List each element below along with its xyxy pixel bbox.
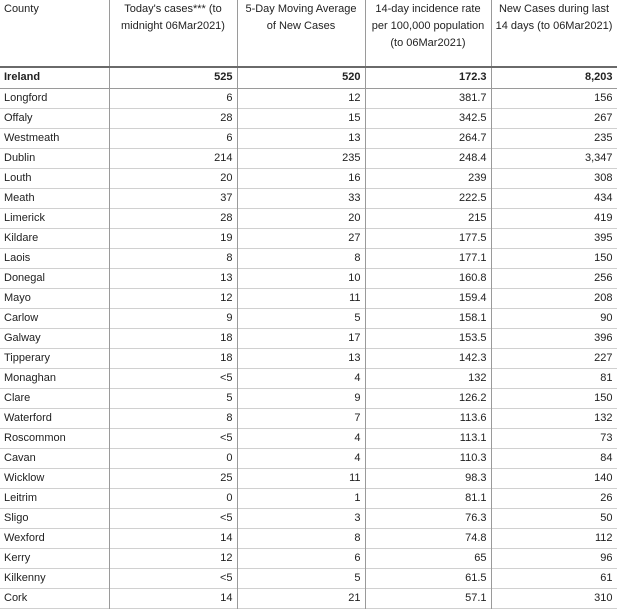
cell-new-cases-14-days: 96 [491,548,617,568]
cell-county: Ireland [0,67,109,88]
header-county: County [0,0,109,67]
table-row [0,548,617,568]
cell-new-cases-14-days: 112 [491,528,617,548]
cell-incidence-rate: 74.8 [365,528,491,548]
cell-moving-average: 4 [237,428,365,448]
cell-moving-average: 4 [237,368,365,388]
cell-county: Carlow [0,308,109,328]
cell-county: Wexford [0,528,109,548]
table-row [0,208,617,228]
cell-county: Meath [0,188,109,208]
cell-new-cases-14-days: 140 [491,468,617,488]
cell-moving-average: 520 [237,67,365,88]
cell-county: Cork [0,588,109,608]
cell-new-cases-14-days: 256 [491,268,617,288]
table-row-total [0,67,617,88]
cell-new-cases-14-days: 308 [491,168,617,188]
cell-todays-cases: 6 [109,88,237,108]
cell-incidence-rate: 81.1 [365,488,491,508]
cell-county: Tipperary [0,348,109,368]
cell-todays-cases: 525 [109,67,237,88]
cell-incidence-rate: 76.3 [365,508,491,528]
cell-new-cases-14-days: 156 [491,88,617,108]
table-row [0,388,617,408]
cell-moving-average: 6 [237,548,365,568]
cell-moving-average: 10 [237,268,365,288]
cell-county: Monaghan [0,368,109,388]
cell-todays-cases: <5 [109,568,237,588]
cell-incidence-rate: 222.5 [365,188,491,208]
header-todays-cases: Today's cases*** (to midnight 06Mar2021) [109,0,237,67]
table-row [0,168,617,188]
cell-todays-cases: 25 [109,468,237,488]
cell-moving-average: 5 [237,568,365,588]
cell-incidence-rate: 113.6 [365,408,491,428]
cell-incidence-rate: 159.4 [365,288,491,308]
cell-todays-cases: <5 [109,368,237,388]
cell-todays-cases: 5 [109,388,237,408]
cell-moving-average: 20 [237,208,365,228]
cell-todays-cases: 13 [109,268,237,288]
cell-new-cases-14-days: 3,347 [491,148,617,168]
cell-todays-cases: 28 [109,108,237,128]
cell-moving-average: 27 [237,228,365,248]
cell-todays-cases: 14 [109,528,237,548]
cell-county: Kerry [0,548,109,568]
cell-incidence-rate: 172.3 [365,67,491,88]
table-row [0,268,617,288]
cell-new-cases-14-days: 26 [491,488,617,508]
cell-new-cases-14-days: 235 [491,128,617,148]
cell-todays-cases: 0 [109,448,237,468]
cell-new-cases-14-days: 50 [491,508,617,528]
cell-new-cases-14-days: 396 [491,328,617,348]
cell-new-cases-14-days: 150 [491,388,617,408]
table-row [0,488,617,508]
cell-todays-cases: 214 [109,148,237,168]
cell-incidence-rate: 215 [365,208,491,228]
table-row [0,428,617,448]
table-row [0,448,617,468]
cell-incidence-rate: 142.3 [365,348,491,368]
cell-incidence-rate: 110.3 [365,448,491,468]
cell-todays-cases: 12 [109,548,237,568]
table-row [0,148,617,168]
cell-incidence-rate: 153.5 [365,328,491,348]
table-row [0,328,617,348]
cell-county: Offaly [0,108,109,128]
cell-new-cases-14-days: 419 [491,208,617,228]
cell-moving-average: 3 [237,508,365,528]
table-row [0,248,617,268]
header-new-cases-14-days: New Cases during last 14 days (to 06Mar2021) [491,0,617,67]
cell-county: Leitrim [0,488,109,508]
cell-incidence-rate: 264.7 [365,128,491,148]
cell-todays-cases: 37 [109,188,237,208]
cell-todays-cases: 6 [109,128,237,148]
cell-incidence-rate: 57.1 [365,588,491,608]
cell-incidence-rate: 132 [365,368,491,388]
cell-todays-cases: 0 [109,488,237,508]
cell-new-cases-14-days: 73 [491,428,617,448]
table-row [0,188,617,208]
cell-todays-cases: 28 [109,208,237,228]
cell-incidence-rate: 177.5 [365,228,491,248]
table-row [0,408,617,428]
table-row [0,528,617,548]
cell-county: Clare [0,388,109,408]
table-body [0,67,617,608]
table-row [0,308,617,328]
header-incidence-rate: 14-day incidence rate per 100,000 population (to 06Mar2021) [365,0,491,67]
cell-moving-average: 4 [237,448,365,468]
cell-moving-average: 13 [237,128,365,148]
cell-new-cases-14-days: 150 [491,248,617,268]
cell-incidence-rate: 126.2 [365,388,491,408]
table-row [0,368,617,388]
cell-county: Sligo [0,508,109,528]
table-row [0,348,617,368]
table-header [0,0,617,67]
cell-incidence-rate: 98.3 [365,468,491,488]
cell-incidence-rate: 160.8 [365,268,491,288]
table-row [0,88,617,108]
cell-incidence-rate: 158.1 [365,308,491,328]
cell-todays-cases: 19 [109,228,237,248]
cell-moving-average: 33 [237,188,365,208]
cell-todays-cases: 8 [109,408,237,428]
cell-moving-average: 235 [237,148,365,168]
cell-todays-cases: 8 [109,248,237,268]
table-row [0,468,617,488]
cell-incidence-rate: 248.4 [365,148,491,168]
cell-moving-average: 8 [237,528,365,548]
cell-new-cases-14-days: 395 [491,228,617,248]
cell-todays-cases: 9 [109,308,237,328]
cell-todays-cases: 14 [109,588,237,608]
cell-moving-average: 11 [237,468,365,488]
header-moving-average: 5-Day Moving Average of New Cases [237,0,365,67]
cell-new-cases-14-days: 310 [491,588,617,608]
cell-todays-cases: <5 [109,508,237,528]
cell-county: Waterford [0,408,109,428]
cell-county: Donegal [0,268,109,288]
cell-incidence-rate: 177.1 [365,248,491,268]
cell-moving-average: 15 [237,108,365,128]
cell-todays-cases: 18 [109,348,237,368]
table-row [0,588,617,608]
cell-moving-average: 5 [237,308,365,328]
cell-todays-cases: 12 [109,288,237,308]
cell-moving-average: 8 [237,248,365,268]
cell-county: Dublin [0,148,109,168]
cell-moving-average: 12 [237,88,365,108]
cell-county: Westmeath [0,128,109,148]
cell-county: Roscommon [0,428,109,448]
cell-moving-average: 1 [237,488,365,508]
cell-todays-cases: 20 [109,168,237,188]
cell-incidence-rate: 381.7 [365,88,491,108]
cell-incidence-rate: 342.5 [365,108,491,128]
cell-incidence-rate: 65 [365,548,491,568]
table-row [0,128,617,148]
cell-moving-average: 11 [237,288,365,308]
cell-new-cases-14-days: 90 [491,308,617,328]
cell-new-cases-14-days: 61 [491,568,617,588]
cell-new-cases-14-days: 84 [491,448,617,468]
cell-new-cases-14-days: 81 [491,368,617,388]
cell-moving-average: 16 [237,168,365,188]
cell-new-cases-14-days: 208 [491,288,617,308]
cell-new-cases-14-days: 8,203 [491,67,617,88]
cell-moving-average: 13 [237,348,365,368]
cell-todays-cases: <5 [109,428,237,448]
cell-moving-average: 17 [237,328,365,348]
cell-new-cases-14-days: 132 [491,408,617,428]
cell-moving-average: 7 [237,408,365,428]
cell-incidence-rate: 239 [365,168,491,188]
cell-county: Limerick [0,208,109,228]
cell-county: Longford [0,88,109,108]
table-row [0,288,617,308]
cell-county: Louth [0,168,109,188]
table-row [0,108,617,128]
cell-moving-average: 21 [237,588,365,608]
cell-incidence-rate: 113.1 [365,428,491,448]
cell-incidence-rate: 61.5 [365,568,491,588]
table-row [0,508,617,528]
cell-county: Galway [0,328,109,348]
table-row [0,568,617,588]
cell-county: Kildare [0,228,109,248]
cell-county: Cavan [0,448,109,468]
cell-county: Laois [0,248,109,268]
header-row [0,0,617,67]
cell-moving-average: 9 [237,388,365,408]
cell-county: Wicklow [0,468,109,488]
cell-county: Mayo [0,288,109,308]
cell-new-cases-14-days: 267 [491,108,617,128]
cell-todays-cases: 18 [109,328,237,348]
cell-new-cases-14-days: 434 [491,188,617,208]
table-row [0,228,617,248]
cell-new-cases-14-days: 227 [491,348,617,368]
cell-county: Kilkenny [0,568,109,588]
